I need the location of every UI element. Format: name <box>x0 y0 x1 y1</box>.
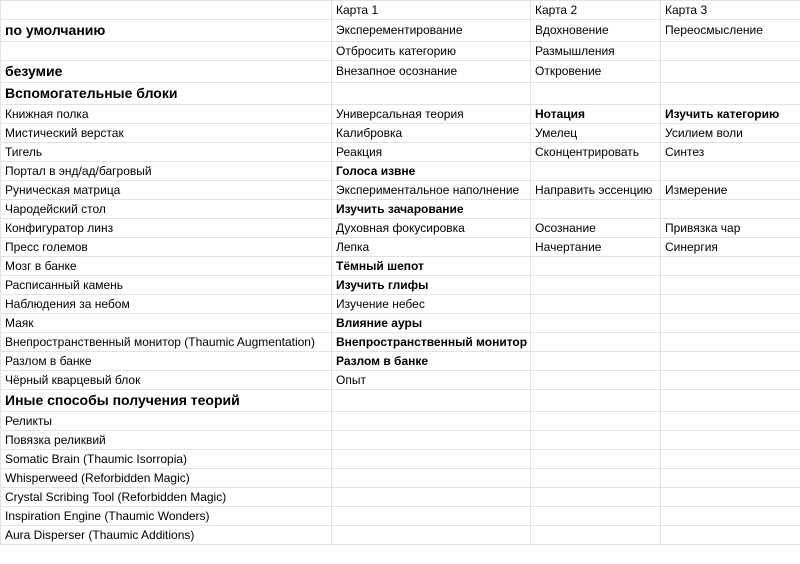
table-cell[interactable]: Изучить категорию <box>661 105 800 124</box>
table-row <box>1 507 800 526</box>
table-cell[interactable]: Направить эссенцию <box>531 181 661 200</box>
table-cell[interactable]: Духовная фокусировка <box>332 219 531 238</box>
table-cell[interactable] <box>661 83 800 105</box>
header-cell-card2[interactable]: Карта 2 <box>531 1 661 20</box>
table-row <box>1 143 800 162</box>
table-cell[interactable]: Чёрный кварцевый блок <box>1 371 332 390</box>
table-cell[interactable]: Руническая матрица <box>1 181 332 200</box>
table-cell[interactable] <box>661 162 800 181</box>
table-row <box>1 352 800 371</box>
table-cell[interactable]: Синтез <box>661 143 800 162</box>
table-cell[interactable]: Измерение <box>661 181 800 200</box>
table-row <box>1 105 800 124</box>
section-heading-cell[interactable]: Иные способы получения теорий <box>1 390 332 412</box>
table-row <box>1 124 800 143</box>
section-heading-cell[interactable]: Вспомогательные блоки <box>1 83 332 105</box>
table-cell[interactable]: Сконцентрировать <box>531 143 661 162</box>
table-cell[interactable]: Осознание <box>531 219 661 238</box>
table-cell[interactable]: Inspiration Engine (Thaumic Wonders) <box>1 507 332 526</box>
table-cell[interactable]: Внепространственный монитор <box>332 333 531 352</box>
table-cell[interactable] <box>332 431 531 450</box>
table-row <box>1 219 800 238</box>
table-cell[interactable] <box>531 450 661 469</box>
table-row <box>1 276 800 295</box>
header-cell-a[interactable] <box>1 1 332 20</box>
table-cell[interactable]: Книжная полка <box>1 105 332 124</box>
table-cell[interactable]: Опыт <box>332 371 531 390</box>
table-cell[interactable] <box>531 200 661 219</box>
table-row <box>1 526 800 545</box>
table-row <box>1 238 800 257</box>
table-cell[interactable]: Тигель <box>1 143 332 162</box>
table-cell[interactable] <box>531 431 661 450</box>
table-cell[interactable]: Crystal Scribing Tool (Reforbidden Magic) <box>1 488 332 507</box>
table-row <box>1 371 800 390</box>
table-cell[interactable]: Начертание <box>531 238 661 257</box>
table-row <box>1 333 800 352</box>
table-cell[interactable]: Разлом в банке <box>332 352 531 371</box>
table-cell[interactable] <box>531 390 661 412</box>
table-cell[interactable]: Повязка реликвий <box>1 431 332 450</box>
header-cell-card3[interactable]: Карта 3 <box>661 1 800 20</box>
table-cell[interactable] <box>661 61 800 83</box>
table-cell[interactable]: Портал в энд/ад/багровый <box>1 162 332 181</box>
table-row <box>1 431 800 450</box>
table-cell[interactable] <box>531 507 661 526</box>
table-cell[interactable] <box>661 371 800 390</box>
table-cell[interactable]: Синергия <box>661 238 800 257</box>
table-row <box>1 450 800 469</box>
table-cell[interactable]: Голоса извне <box>332 162 531 181</box>
table-row <box>1 181 800 200</box>
table-cell[interactable]: Aura Disperser (Thaumic Additions) <box>1 526 332 545</box>
table-cell[interactable] <box>661 200 800 219</box>
table-cell[interactable] <box>661 431 800 450</box>
table-row <box>1 257 800 276</box>
table-cell[interactable] <box>332 412 531 431</box>
table-row <box>1 20 800 42</box>
table-cell[interactable] <box>531 333 661 352</box>
table-cell[interactable] <box>661 507 800 526</box>
table-cell[interactable]: Реакция <box>332 143 531 162</box>
table-cell[interactable]: Влияние ауры <box>332 314 531 333</box>
table-cell[interactable] <box>531 412 661 431</box>
table-cell[interactable] <box>661 314 800 333</box>
table-cell[interactable] <box>531 352 661 371</box>
table-cell[interactable]: Изучить зачарование <box>332 200 531 219</box>
table-cell[interactable]: Внепространственный монитор (Thaumic Augmentation) <box>1 333 332 352</box>
table-cell[interactable]: Реликты <box>1 412 332 431</box>
table-cell[interactable] <box>531 257 661 276</box>
section-heading-cell[interactable]: по умолчанию <box>1 20 332 42</box>
table-cell[interactable]: Нотация <box>531 105 661 124</box>
table-cell[interactable] <box>661 526 800 545</box>
table-cell[interactable] <box>332 526 531 545</box>
table-row <box>1 200 800 219</box>
table-row <box>1 469 800 488</box>
table-cell[interactable]: Усилием воли <box>661 124 800 143</box>
table-cell[interactable] <box>531 488 661 507</box>
table-cell[interactable] <box>531 83 661 105</box>
table-cell[interactable] <box>661 390 800 412</box>
table-cell[interactable]: Расписанный камень <box>1 276 332 295</box>
table-cell[interactable] <box>531 162 661 181</box>
table-cell[interactable] <box>1 42 332 61</box>
table-cell[interactable]: Откровение <box>531 61 661 83</box>
table-cell[interactable]: Изучить глифы <box>332 276 531 295</box>
table-cell[interactable]: Размышления <box>531 42 661 61</box>
table-cell[interactable]: Умелец <box>531 124 661 143</box>
table-row <box>1 488 800 507</box>
table-row <box>1 162 800 181</box>
table-cell[interactable] <box>332 488 531 507</box>
table-cell[interactable] <box>531 371 661 390</box>
table-row <box>1 314 800 333</box>
table-cell[interactable] <box>332 83 531 105</box>
table-cell[interactable] <box>661 295 800 314</box>
table-cell[interactable]: Мистический верстак <box>1 124 332 143</box>
header-cell-card1[interactable]: Карта 1 <box>332 1 531 20</box>
table-cell[interactable]: Разлом в банке <box>1 352 332 371</box>
table-row <box>1 1 800 20</box>
table-cell[interactable]: Экспериментальное наполнение <box>332 181 531 200</box>
table-cell[interactable]: Наблюдения за небом <box>1 295 332 314</box>
table-cell[interactable]: Конфигуратор линз <box>1 219 332 238</box>
table-cell[interactable]: Отбросить категорию <box>332 42 531 61</box>
table-cell[interactable] <box>661 450 800 469</box>
table-cell[interactable]: Внезапное осознание <box>332 61 531 83</box>
table-cell[interactable]: Эксперементирование <box>332 20 531 42</box>
table-cell[interactable] <box>332 390 531 412</box>
table-cell[interactable] <box>531 276 661 295</box>
table-cell[interactable]: Тёмный шепот <box>332 257 531 276</box>
table-cell[interactable] <box>332 507 531 526</box>
section-heading-cell[interactable]: безумие <box>1 61 332 83</box>
table-cell[interactable]: Маяк <box>1 314 332 333</box>
table-cell[interactable] <box>332 450 531 469</box>
table-row <box>1 61 800 83</box>
table-row <box>1 42 800 61</box>
table-cell[interactable]: Вдохновение <box>531 20 661 42</box>
table-cell[interactable]: Somatic Brain (Thaumic Isorropia) <box>1 450 332 469</box>
table-cell[interactable] <box>661 276 800 295</box>
table-cell[interactable] <box>661 257 800 276</box>
table-cell[interactable]: Чародейский стол <box>1 200 332 219</box>
table-cell[interactable]: Пресс големов <box>1 238 332 257</box>
table-cell[interactable]: Лепка <box>332 238 531 257</box>
table-cell[interactable]: Привязка чар <box>661 219 800 238</box>
table-row <box>1 83 800 105</box>
table-cell[interactable] <box>661 488 800 507</box>
table-cell[interactable] <box>332 469 531 488</box>
table-row <box>1 295 800 314</box>
table-row <box>1 390 800 412</box>
table-cell[interactable] <box>531 526 661 545</box>
table-cell[interactable] <box>661 333 800 352</box>
table-cell[interactable] <box>661 42 800 61</box>
table-cell[interactable]: Универсальная теория <box>332 105 531 124</box>
table-cell[interactable] <box>661 412 800 431</box>
table-cell[interactable] <box>531 295 661 314</box>
table-cell[interactable]: Изучение небес <box>332 295 531 314</box>
table-cell[interactable]: Калибровка <box>332 124 531 143</box>
table-cell[interactable]: Whisperweed (Reforbidden Magic) <box>1 469 332 488</box>
table-row <box>1 412 800 431</box>
table-cell[interactable]: Переосмысление <box>661 20 800 42</box>
table-cell[interactable] <box>531 469 661 488</box>
table-cell[interactable] <box>661 469 800 488</box>
table-cell[interactable] <box>531 314 661 333</box>
table-cell[interactable] <box>661 352 800 371</box>
table-cell[interactable]: Мозг в банке <box>1 257 332 276</box>
